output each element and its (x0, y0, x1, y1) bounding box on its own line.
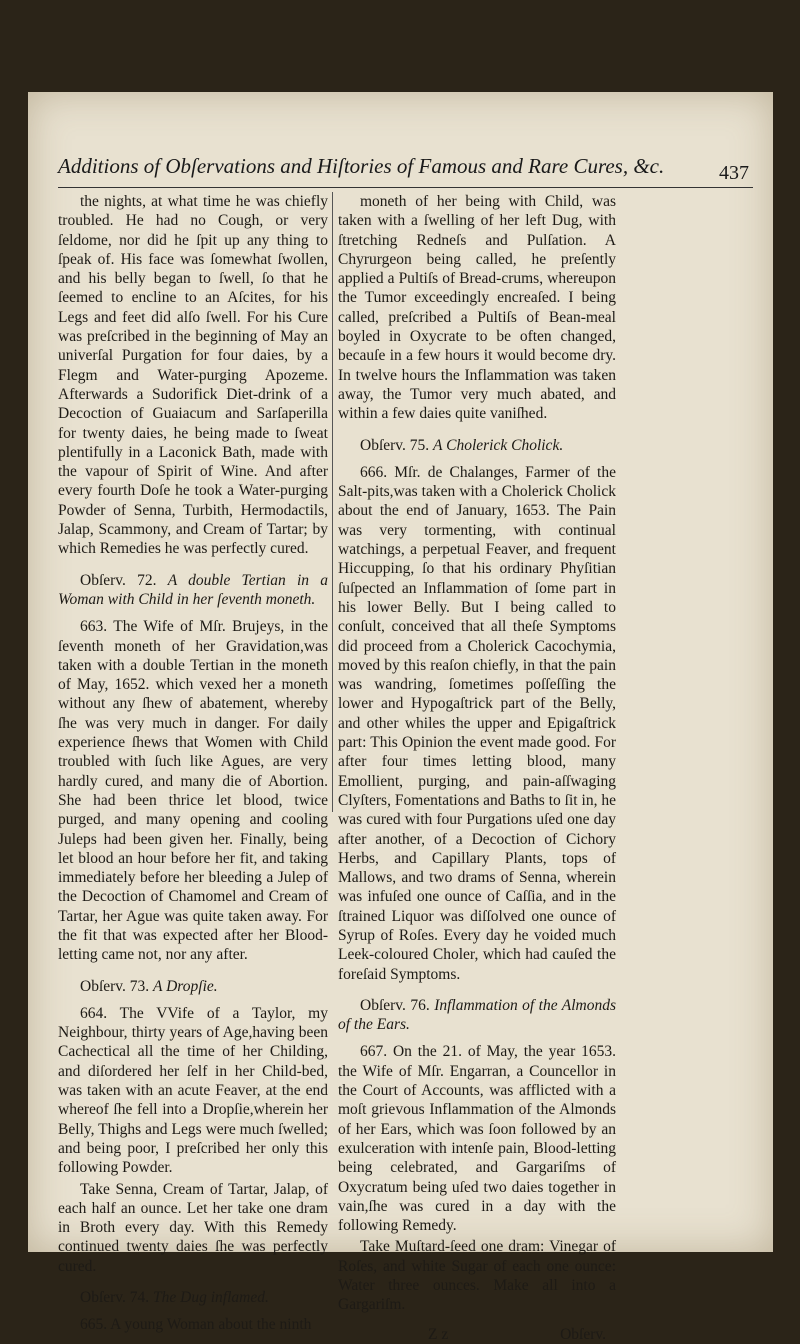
paragraph: moneth of her being with Child, was taken with a ſwelling of her left Dug, with ſtretching Redneſs and Pulſation. A Chyrurgeon being called, he preſently applied a Pultiſs of Bread-crums, whereupon the Tumor exceedingly encreaſed. I being called, preſcribed a Pultiſs of Bean-meal boyled in Oxycrate to be often changed, becauſe in a few hours it would become dry. In twelve hours the Inflammation was taken away, the Tumor very much abated, and within a few daies quite vaniſhed. (338, 193, 616, 423)
observation-label: Obſerv. 75. (360, 436, 430, 454)
header-rule (58, 187, 753, 188)
observation-title: A Dropſie. (153, 977, 218, 995)
paragraph: 663. The Wife of Mſr. Brujeys, in the ſeventh moneth of her Gravidation,was taken with a double Tertian in the moneth of May, 1652. which vexed her a moneth without any ſhew of abatement, whereby ſhe was very much in danger. For daily experience ſhews that Women with Child troubled with ſuch like Agues, are very hardly cured, and many die of Abortion. She had been thrice let blood, twice purged, and many opening and cooling Juleps had been given her. Finally, being let blood an hour before her fit, and taking immediately before her bleeding a Julep of the Decoction of Chamomel and Cream of Tartar, her Ague was quite taken away. For the fit that was expected after her Blood-letting came not, nor any after. (58, 618, 328, 964)
observation-title: A double Tertian in a Woman with Child in her ſeventh moneth. (58, 571, 329, 608)
paragraph: the nights, at what time he was chiefly troubled. He had no Cough, or very ſeldome, nor did he ſpit up any thing to ſpeak of. His face was ſomewhat ſwollen, and his belly began to ſwell, ſo that he ſeemed to encline to an Aſcites, for his Legs and feet did alſo ſwell. For his Cure was preſcribed in the beginning of May an univerſal Purgation for four daies, by a Flegm and Water-purging Apozeme. Afterwards a Sudorifick Diet-drink of a Decoction of Guaiacum and Sarſaperilla for twenty daies, he being made to ſweat plentifully in a Laconick Bath, made with the vapour of Spirit of Wine. And after every fourth Doſe he took a Water-purging Powder of Senna, Turbith, Hermodactils, Jalap, Scammony, and Cream of Tartar; by which Remedies he was perfectly cured. (58, 193, 328, 558)
page-number: 437 (719, 162, 749, 184)
observation-title: The Dug inflamed. (153, 1289, 269, 1307)
observation-heading (338, 996, 616, 1035)
column-divider (332, 192, 333, 812)
paragraph: 666. Mſr. de Chalanges, Farmer of the Salt-pits,was taken with a Cholerick Cholick about the end of January, 1653. The Pain was very tormenting, with continual watchings, a perpetual Feaver, and frequent Hiccupping, ſo that his ordinary Phyſitian ſuſpected an Inflammation of ſome part in his lower Belly. But I being called to conſult, conceived that all theſe Symptoms did proceed from a Cholerick Cacochymia, moved by this reaſon chiefly, in that the pain was wandring, ſometimes poſſeſſing the lower and Hypogaſtrick part of the Belly, and other whiles the upper and Epigaſtrick part: This Opinion the event made good. For after four times letting blood, many Emollient, purging, and pain-aſſwaging Clyſters, Fomentations and Baths to ſit in, he was cured with four Purgations uſed one day after another, of a Decoction of Cichory Herbs, and Capillary Plants, tops of Mallows, and two drams of Senna, wherein was infuſed one ounce of Caſſia, and in the ſtrained Liquor was diſſolved one ounce of Syrup of Roſes. Every day he voided much Leek-coloured Choler, which had cauſed the foreſaid Symptoms. (338, 463, 616, 983)
observation-label: Obſerv. 72. (80, 571, 157, 589)
signature-mark: Z z (428, 1325, 449, 1343)
paragraph: Take Senna, Cream of Tartar, Jalap, of each half an ounce. Let her take one dram in Broth every day. With this Remedy continued twenty daies ſhe was perfectly cured. (58, 1180, 328, 1275)
observation-title: Inflammation of the Almonds of the Ears. (338, 996, 616, 1034)
observation-heading (58, 977, 328, 996)
observation-title: A Cholerick Cholick. (433, 436, 564, 454)
paragraph: Take Muſtard-ſeed one dram: Vinegar of Roſes, and white Sugar of each one ounce: Water three ounces. Make all into a Gargariſm. (338, 1238, 616, 1314)
catchword: Obſerv. (560, 1325, 606, 1343)
observation-heading (58, 1288, 328, 1307)
paragraph: 667. On the 21. of May, the year 1653. the Wife of Mſr. Engarran, a Councellor in the Court of Accounts, was afflicted with a moſt grievous Inflammation of the Almonds of her Ears, which was ſoon followed by an exulceration with intenſe pain, Blood-letting being celebrated, and Gargariſms of Oxycratum being uſed two daies together in vain,ſhe was cured in a day with the following Remedy. (338, 1043, 616, 1235)
observation-heading (338, 436, 616, 455)
right-column (338, 192, 616, 1344)
left-column (58, 192, 328, 1337)
observation-heading (58, 571, 328, 610)
paragraph: 665. A young Woman about the ninth (80, 1316, 312, 1334)
page-footer (338, 1325, 616, 1344)
paragraph: 664. The VVife of a Taylor, my Neighbour, thirty years of Age,having been Cachectical all the time of her Childing, and diſordered her ſelf in her Child-bed, was taken with an acute Feaver, at the end whereof ſhe fell into a Dropſie,wherein her Belly, Thighs and Legs were much ſwelled; and being poor, I preſcribed her only this following Powder. (58, 1004, 328, 1177)
running-head: Additions of Obſervations and Hiſtories of Famous and Rare Cures, &c. (58, 154, 665, 178)
book-page (28, 92, 773, 1343)
observation-label: Obſerv. 76. (360, 996, 430, 1014)
observation-label: Obſerv. 73. (80, 977, 150, 995)
observation-label: Obſerv. 74. (80, 1289, 150, 1307)
